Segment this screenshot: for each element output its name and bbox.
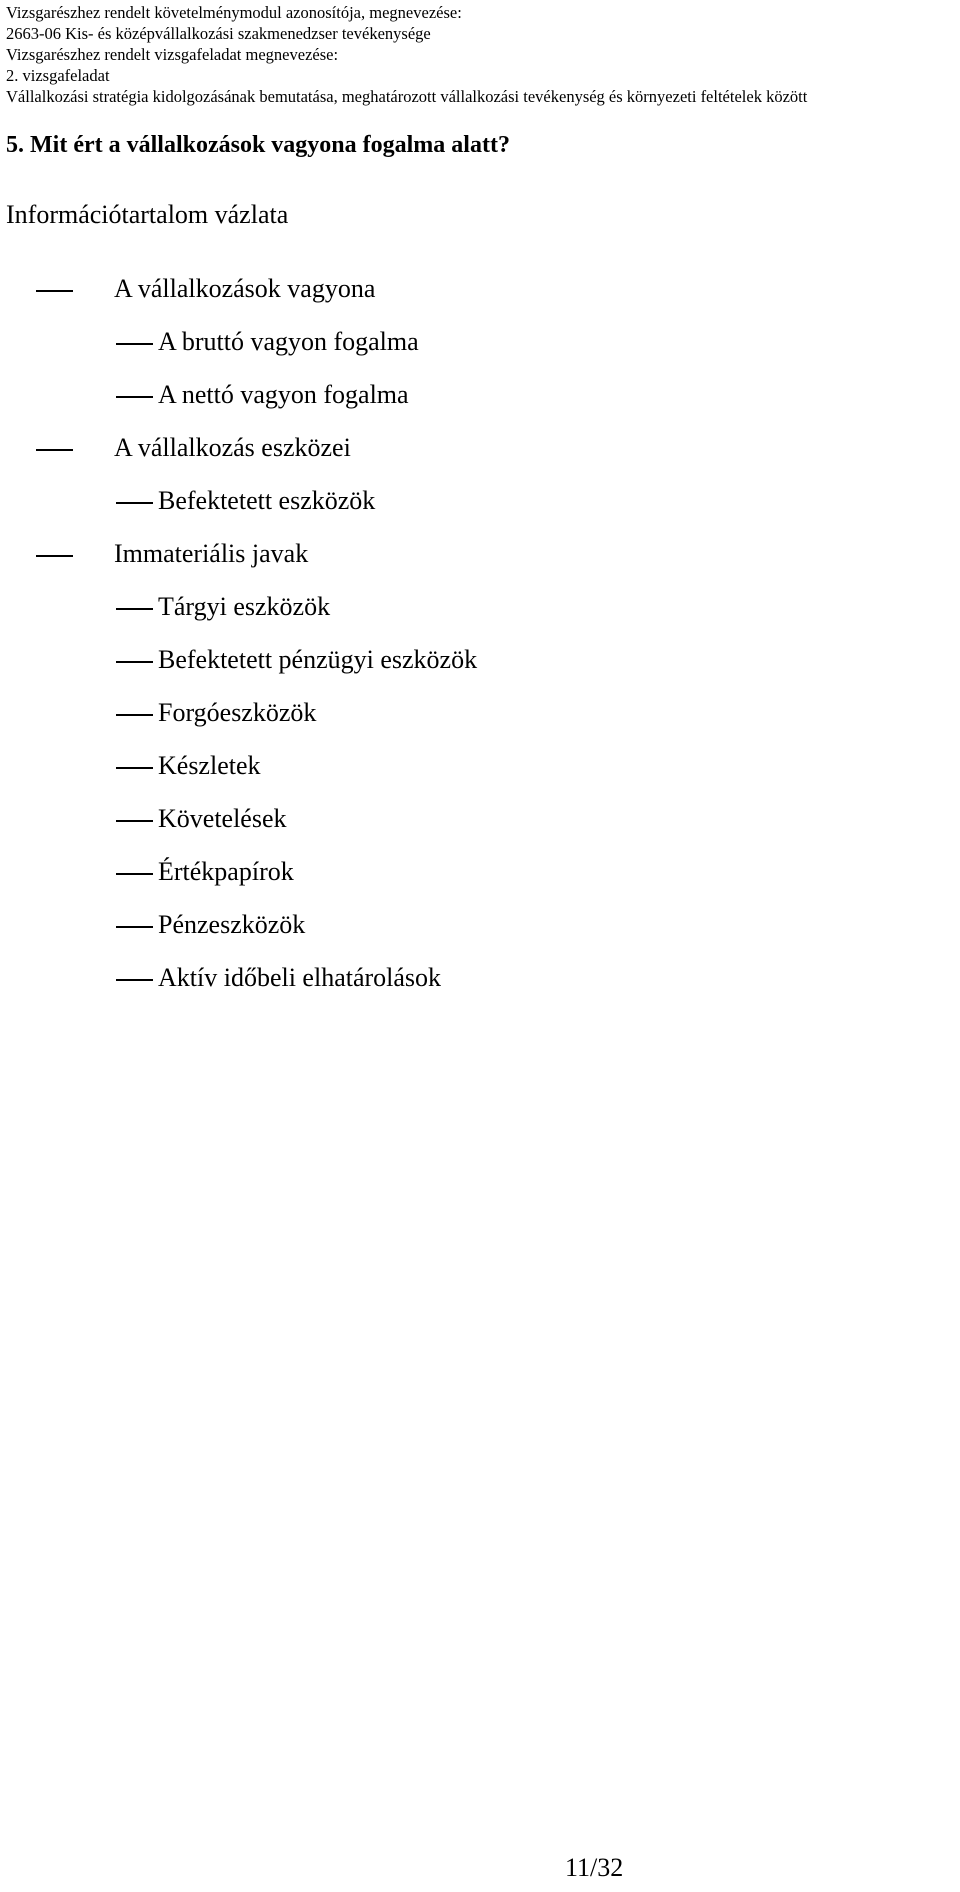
dash-bullet-icon (36, 290, 73, 292)
outline-item (0, 485, 960, 538)
outline-item-text: Forgóeszközök (158, 698, 317, 727)
outline-item-text: A bruttó vagyon fogalma (158, 327, 419, 356)
header-module-name: 2663-06 Kis- és középvállalkozási szakmenedzser tevékenysége (6, 24, 431, 43)
outline-item-text: Készletek (158, 751, 261, 780)
outline-item (0, 326, 960, 379)
dash-bullet-icon (116, 396, 153, 398)
outline-item (0, 432, 960, 485)
question-heading: 5. Mit ért a vállalkozások vagyona fogalma alatt? (6, 132, 510, 158)
dash-bullet-icon (116, 343, 153, 345)
outline-subtitle: Információtartalom vázlata (6, 200, 289, 229)
dash-bullet-icon (116, 873, 153, 875)
header-task-label: Vizsgarészhez rendelt vizsgafeladat megnevezése: (6, 45, 339, 64)
outline-item (0, 644, 960, 697)
dash-bullet-icon (116, 502, 153, 504)
outline-item (0, 856, 960, 909)
header-task-number: 2. vizsgafeladat (6, 66, 110, 85)
outline-item-text: Befektetett pénzügyi eszközök (158, 645, 478, 674)
dash-bullet-icon (36, 449, 73, 451)
dash-bullet-icon (116, 608, 153, 610)
outline-item-text: A nettó vagyon fogalma (158, 380, 409, 409)
dash-bullet-icon (36, 555, 73, 557)
outline-item (0, 803, 960, 856)
outline-item-text: A vállalkozás eszközei (114, 433, 351, 462)
outline-list (0, 273, 960, 1015)
dash-bullet-icon (116, 661, 153, 663)
outline-item (0, 697, 960, 750)
outline-item (0, 538, 960, 591)
document-header (6, 2, 956, 107)
page-number: 11/32 (565, 1853, 624, 1882)
header-module-label: Vizsgarészhez rendelt követelménymodul azonosítója, megnevezése: (6, 3, 462, 22)
outline-item (0, 591, 960, 644)
outline-item (0, 750, 960, 803)
dash-bullet-icon (116, 767, 153, 769)
outline-item-text: Immateriális javak (114, 539, 309, 568)
outline-item-text: Értékpapírok (158, 857, 294, 886)
header-task-name: Vállalkozási stratégia kidolgozásának bemutatása, meghatározott vállalkozási tevékenység és környezeti feltételek között (6, 87, 808, 106)
outline-item-text: Tárgyi eszközök (158, 592, 331, 621)
dash-bullet-icon (116, 926, 153, 928)
outline-item-text: Aktív időbeli elhatárolások (158, 963, 442, 992)
outline-item-text: Pénzeszközök (158, 910, 306, 939)
outline-item-text: A vállalkozások vagyona (114, 274, 376, 303)
outline-item (0, 962, 960, 1015)
dash-bullet-icon (116, 820, 153, 822)
dash-bullet-icon (116, 979, 153, 981)
outline-item (0, 379, 960, 432)
dash-bullet-icon (116, 714, 153, 716)
outline-item (0, 909, 960, 962)
outline-item (0, 273, 960, 326)
outline-item-text: Befektetett eszközök (158, 486, 376, 515)
outline-item-text: Követelések (158, 804, 287, 833)
